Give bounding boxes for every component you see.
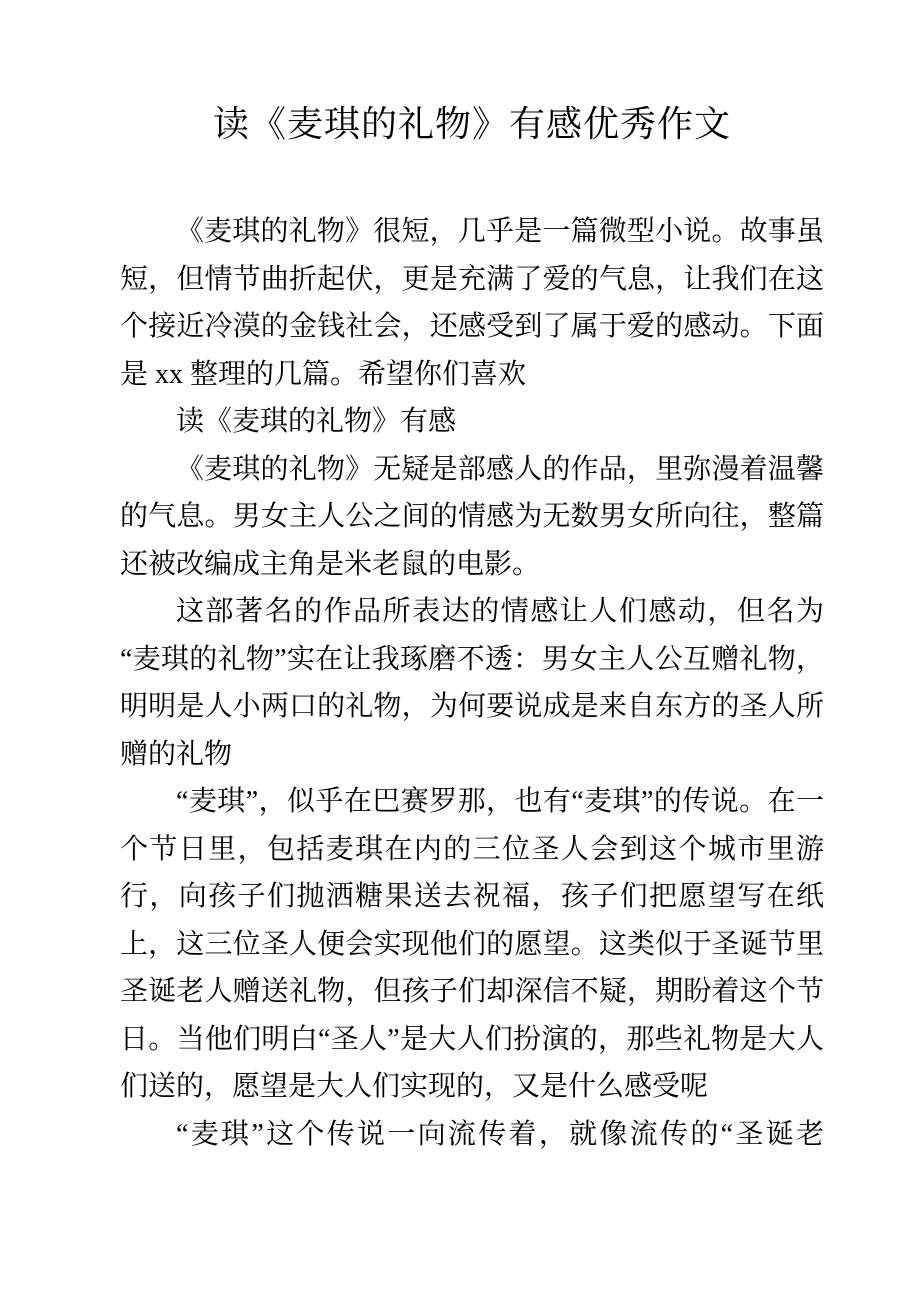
document-body (120, 208, 824, 1158)
document-title: 读《麦琪的礼物》有感优秀作文 (212, 104, 731, 144)
paragraph-body-1: 《麦琪的礼物》无疑是部感人的作品，里弥漫着温馨的气息。男女主人公之间的情感为无数男女所向往，整篇还被改编成主角是米老鼠的电影。 (120, 453, 824, 580)
paragraph-intro: 《麦琪的礼物》很短，几乎是一篇微型小说。故事虽短，但情节曲折起伏，更是充满了爱的气息，让我们在这个接近冷漠的金钱社会，还感受到了属于爱的感动。下面是 xx 整理的几篇。希望你们喜欢 (120, 216, 824, 390)
paragraph-subheading: 读《麦琪的礼物》有感 (176, 406, 457, 437)
paragraph-body-3: “麦琪”，似乎在巴赛罗那，也有“麦琪”的传说。在一个节日里，包括麦琪在内的三位圣人会到这个城市里游行，向孩子们抛洒糖果送去祝福，孩子们把愿望写在纸上，这三位圣人便会实现他们的愿望。这类似于圣诞节里圣诞老人赠送礼物，但孩子们却深信不疑，期盼着这个节日。当他们明白“圣人”是大人们扮演的，那些礼物是大人们送的，愿望是大人们实现的，又是什么感受呢 (120, 786, 824, 1102)
paragraph-body-2: 这部著名的作品所表达的情感让人们感动，但名为“麦琪的礼物”实在让我琢磨不透：男女主人公互赠礼物，明明是人小两口的礼物，为何要说成是来自东方的圣人所赠的礼物 (120, 596, 824, 770)
paragraph-body-4-truncated: “麦琪”这个传说一向流传着，就像流传的“圣诞老 (176, 1118, 824, 1150)
